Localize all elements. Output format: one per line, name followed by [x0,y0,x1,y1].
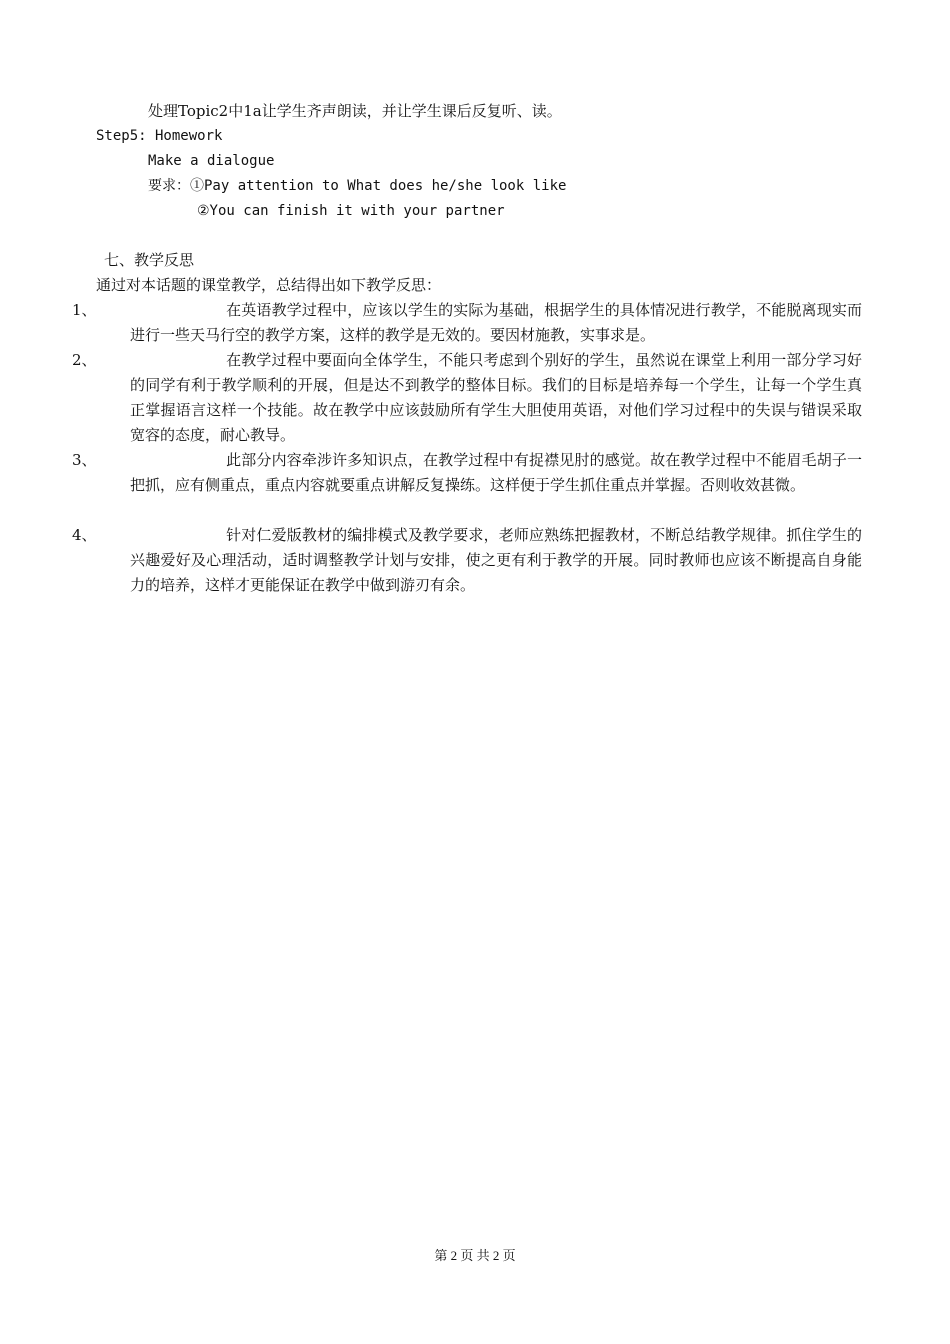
reflection-text: 在英语教学过程中，应该以学生的实际为基础，根据学生的具体情况进行教学，不能脱离现实而进行一些天马行空的教学方案，这样的教学是无效的。要因材施教，实事求是。 [130,301,862,344]
page-footer: 第 2 页 共 2 页 [434,1248,516,1263]
reflection-number: 2、 [72,351,97,369]
topic-line: 处理Topic2中1a让学生齐声朗读，并让学生课后反复听、读。 [148,102,562,120]
reflection-item [130,448,862,498]
section-heading: 七、教学反思 [104,251,195,269]
requirement-1: 要求：①Pay attention to What does he/she look like [148,178,567,194]
homework-task: Make a dialogue [148,153,275,169]
reflection-item [130,348,862,448]
reflection-text: 此部分内容牵涉许多知识点，在教学过程中有捉襟见肘的感觉。故在教学过程中不能眉毛胡子一把抓，应有侧重点，重点内容就要重点讲解反复操练。这样便于学生抓住重点并掌握。否则收效甚微。 [130,451,862,494]
reflection-number: 1、 [72,301,97,319]
reflection-text: 针对仁爱版教材的编排模式及教学要求，老师应熟练把握教材，不断总结教学规律。抓住学生的兴趣爱好及心理活动，适时调整教学计划与安排，使之更有利于教学的开展。同时教师也应该不断提高自身能力的培养，这样才更能保证在教学中做到游刃有余。 [130,526,862,594]
reflection-item [130,523,862,598]
reflection-number: 3、 [72,451,97,469]
reflection-text: 在教学过程中要面向全体学生，不能只考虑到个别好的学生，虽然说在课堂上利用一部分学习好的同学有利于教学顺利的开展，但是达不到教学的整体目标。我们的目标是培养每一个学生，让每一个学生真正掌握语言这样一个技能。故在教学中应该鼓励所有学生大胆使用英语，对他们学习过程中的失误与错误采取宽容的态度，耐心教导。 [130,351,862,444]
reflection-item [130,298,862,348]
reflection-intro: 通过对本话题的课堂教学，总结得出如下教学反思： [96,276,442,294]
reflection-number: 4、 [72,526,97,544]
requirement-2: ②You can finish it with your partner [197,203,505,219]
step5-heading: Step5: Homework [96,128,223,144]
